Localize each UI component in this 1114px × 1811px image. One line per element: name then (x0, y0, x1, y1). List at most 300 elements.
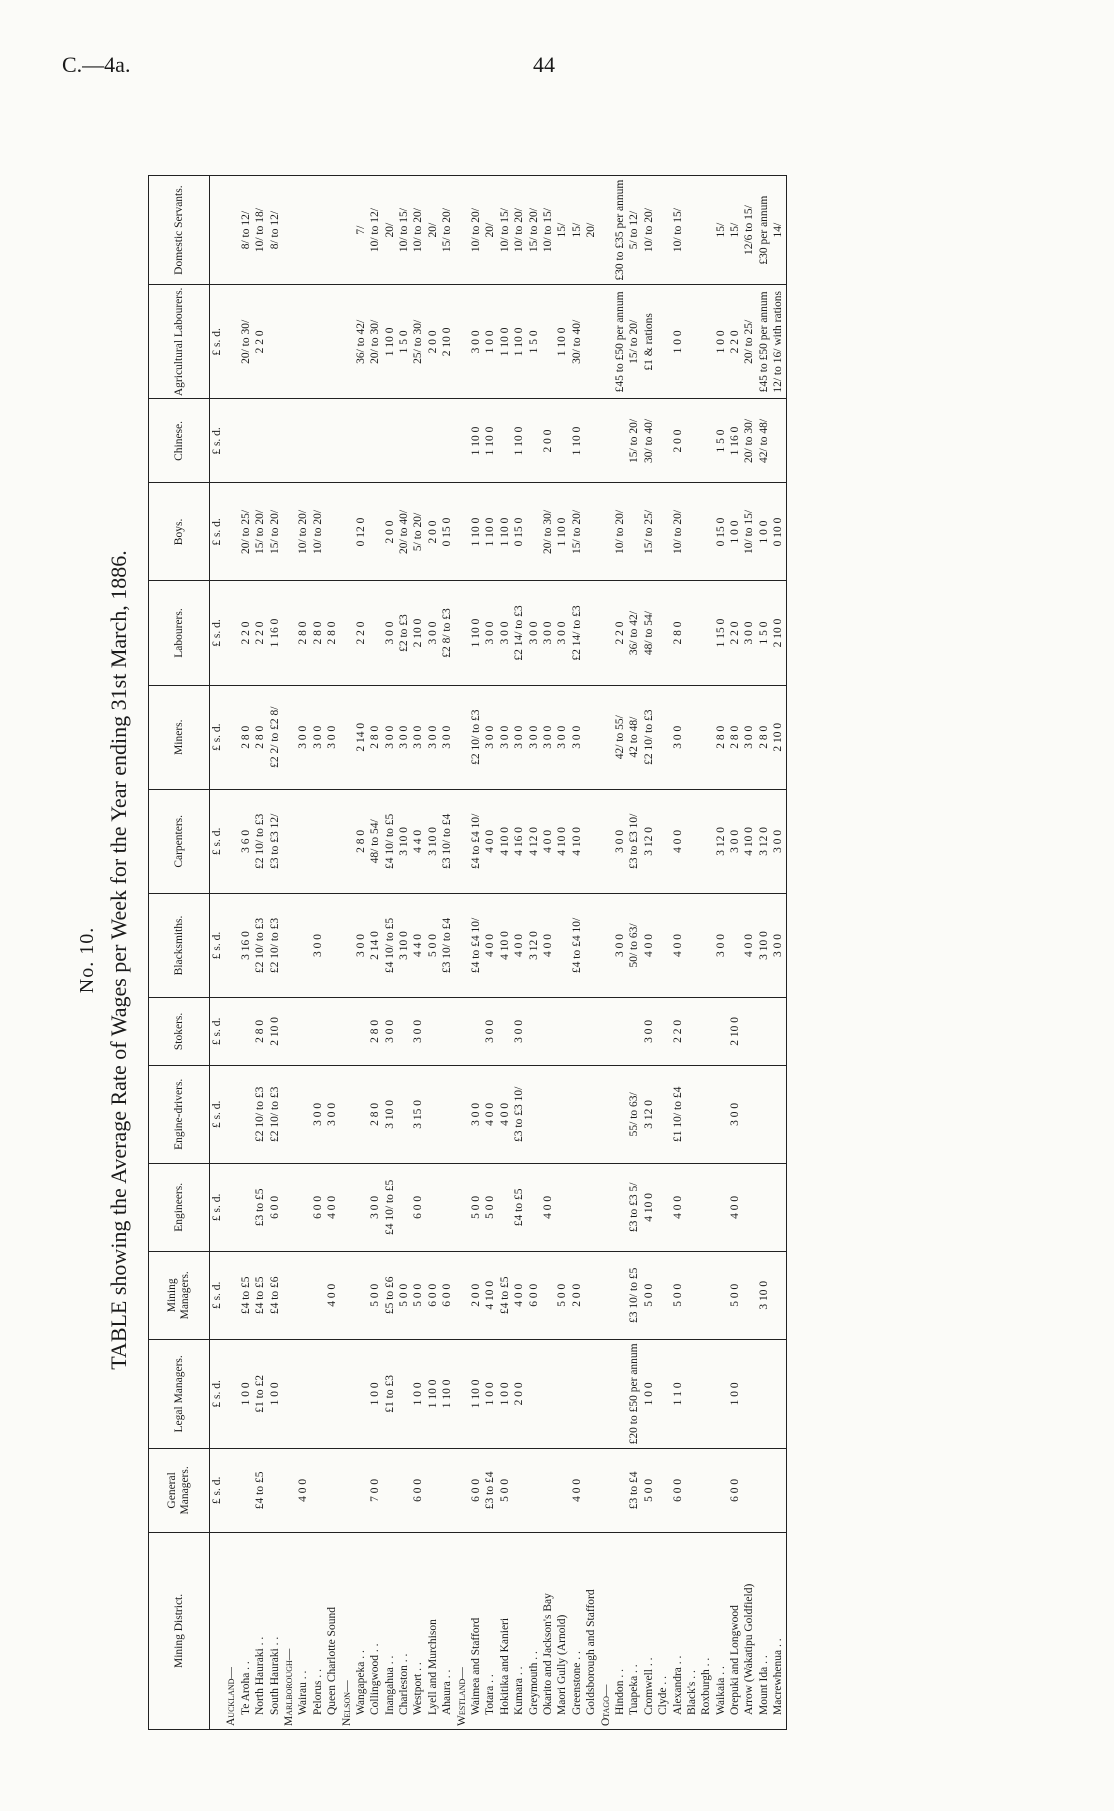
wage-cell: 5 0 0 (411, 1251, 425, 1339)
wage-cell: 20/ (483, 176, 497, 285)
wage-cell: £45 to £50 per annum (757, 285, 771, 399)
wage-cell (397, 1339, 411, 1448)
table-row (383, 176, 397, 1730)
wage-cell: 5 0 0 (397, 1251, 411, 1339)
table-row (541, 176, 555, 1730)
wage-cell (397, 1065, 411, 1163)
wage-cell (354, 1065, 368, 1163)
wage-cell: 4 10 0 (498, 789, 512, 893)
wage-cell: £3 to £3 5/ (627, 1163, 641, 1251)
wage-cell: 30/ to 40/ (570, 285, 584, 399)
wage-cell (656, 399, 670, 483)
wage-cell: 1 10 0 (498, 285, 512, 399)
wage-cell: £1 10/ to £4 (671, 1065, 685, 1163)
wage-cell: 1 10 0 (469, 581, 483, 685)
wage-cell (685, 176, 699, 285)
wage-cell: £2 10/ to £3 (469, 685, 483, 789)
wage-cell: 3 0 0 (613, 893, 627, 997)
wage-cell (685, 483, 699, 581)
column-header: Agricultural Labourers. (149, 285, 210, 399)
wage-cell (584, 399, 598, 483)
wage-cell: 2 14 0 (354, 685, 368, 789)
wage-cell (656, 483, 670, 581)
wage-cell (555, 1339, 569, 1448)
wage-cell: 1 10 0 (498, 483, 512, 581)
wage-cell: 2 10 0 (771, 581, 786, 685)
wage-cell: 5 0 0 (642, 1251, 656, 1339)
wage-cell (411, 399, 425, 483)
unit-cell: £ s. d. (210, 285, 225, 399)
wage-cell: 30/ to 40/ (642, 399, 656, 483)
table-row (368, 176, 382, 1730)
wage-cell: 2 8 0 (354, 789, 368, 893)
wage-cell: 0 15 0 (714, 483, 728, 581)
wage-cell (685, 399, 699, 483)
wage-cell: £3 to £3 10/ (512, 1065, 526, 1163)
wage-cell (541, 285, 555, 399)
column-header: Labourers. (149, 581, 210, 685)
wage-cell (426, 1065, 440, 1163)
wage-cell: 2 8 0 (368, 998, 382, 1066)
wage-cell: 10/ to 20/ (311, 483, 325, 581)
wage-cell: 3 0 0 (555, 685, 569, 789)
wage-cell (757, 1065, 771, 1163)
wage-cell (455, 1448, 469, 1532)
wage-cell: 4 0 0 (483, 789, 497, 893)
wage-cell (440, 1163, 454, 1251)
wage-cell: 4 0 0 (296, 1448, 310, 1532)
wage-cell: £1 & rations (642, 285, 656, 399)
table-number: No. 10. (76, 926, 98, 994)
wage-cell (527, 483, 541, 581)
district-cell: Charleston . . (397, 1532, 411, 1729)
wage-cell (340, 685, 354, 789)
wage-cell: 42/ to 48/ (757, 399, 771, 483)
wage-cell: 6 0 0 (311, 1163, 325, 1251)
wage-cell (656, 789, 670, 893)
wage-cell (541, 1251, 555, 1339)
wage-cell: 3 0 0 (354, 893, 368, 997)
wage-cell: 10/ to 20/ (642, 176, 656, 285)
wage-cell: 6 0 0 (411, 1448, 425, 1532)
wage-cell: 10/ to 15/ (671, 176, 685, 285)
wage-cell (685, 893, 699, 997)
wage-cell: £2 2/ to £2 8/ (268, 685, 282, 789)
wage-cell (224, 789, 238, 893)
wage-cell: 2 2 0 (613, 581, 627, 685)
wage-cell: 5 0 0 (483, 1163, 497, 1251)
column-header: Stokers. (149, 998, 210, 1066)
district-cell: Arrow (Wakatipu Goldfield) (742, 1532, 756, 1729)
wage-cell: 1 16 0 (268, 581, 282, 685)
wage-cell (311, 998, 325, 1066)
wage-cell: 2 2 0 (728, 285, 742, 399)
wage-cell (699, 998, 713, 1066)
wage-cell (325, 789, 339, 893)
unit-cell: £ s. d. (210, 1065, 225, 1163)
wages-table (148, 175, 787, 1730)
wage-cell (311, 285, 325, 399)
wage-cell (613, 1163, 627, 1251)
wage-cell: 3 0 0 (512, 685, 526, 789)
wage-cell: £4 to £6 (268, 1251, 282, 1339)
wage-cell (296, 998, 310, 1066)
wage-cell (584, 893, 598, 997)
wage-cell: 1 0 0 (483, 285, 497, 399)
wage-cell (368, 399, 382, 483)
wage-cell (757, 1339, 771, 1448)
wage-cell: 10/ to 12/ (368, 176, 382, 285)
wage-cell: 4 0 0 (728, 1163, 742, 1251)
wage-cell (555, 998, 569, 1066)
wage-cell (282, 399, 296, 483)
wage-cell (656, 285, 670, 399)
table-row (340, 176, 354, 1730)
table-row (685, 176, 699, 1730)
wage-cell (239, 399, 253, 483)
wage-cell (426, 1163, 440, 1251)
wage-cell: £4 to £5 (253, 1448, 267, 1532)
wage-cell: 20/ (383, 176, 397, 285)
wage-cell: 10/ to 18/ (253, 176, 267, 285)
wage-cell: 4 0 0 (671, 789, 685, 893)
wage-cell (325, 399, 339, 483)
wage-cell (584, 581, 598, 685)
wage-cell: 1 0 0 (239, 1339, 253, 1448)
wage-cell (584, 483, 598, 581)
wage-cell: 25/ to 30/ (411, 285, 425, 399)
wage-cell (771, 1448, 786, 1532)
wage-cell (757, 1163, 771, 1251)
wage-cell: 4 10 0 (483, 1251, 497, 1339)
wage-cell (296, 285, 310, 399)
table-row (325, 176, 339, 1730)
wage-cell (397, 998, 411, 1066)
wage-cell (498, 1163, 512, 1251)
wage-cell: 4 0 0 (325, 1163, 339, 1251)
wage-cell (224, 1339, 238, 1448)
wage-cell: 15/ to 20/ (570, 483, 584, 581)
wage-cell: 2 0 0 (541, 399, 555, 483)
wage-cell (455, 893, 469, 997)
wage-cell: 1 0 0 (368, 1339, 382, 1448)
wage-cell (685, 581, 699, 685)
wage-cell (771, 1339, 786, 1448)
table-row (527, 176, 541, 1730)
wage-cell: 0 12 0 (354, 483, 368, 581)
wage-cell: 2 2 0 (728, 581, 742, 685)
wage-cell (584, 1448, 598, 1532)
wage-cell (699, 1339, 713, 1448)
wage-cell (440, 399, 454, 483)
wage-cell: 5 0 0 (728, 1251, 742, 1339)
wage-cell: 3 12 0 (642, 789, 656, 893)
wage-cell: 6 0 0 (426, 1251, 440, 1339)
wage-cell (282, 789, 296, 893)
wage-cell (656, 1065, 670, 1163)
wage-cell: 8/ to 12/ (268, 176, 282, 285)
wage-cell (282, 1448, 296, 1532)
district-cell: Marlborough— (282, 1532, 296, 1729)
wage-cell: 1 0 0 (671, 285, 685, 399)
table-row (498, 176, 512, 1730)
wage-cell (757, 1448, 771, 1532)
wage-cell (699, 285, 713, 399)
wage-cell (455, 1065, 469, 1163)
wage-cell: 3 0 0 (498, 581, 512, 685)
wage-cell (527, 1065, 541, 1163)
wage-cell: £1 to £3 (383, 1339, 397, 1448)
wage-cell: 4 10 0 (742, 789, 756, 893)
wage-cell: 15/ to 25/ (642, 483, 656, 581)
wage-cell (685, 998, 699, 1066)
rotated-table-region (68, 170, 848, 1750)
wage-cell (685, 1448, 699, 1532)
wage-cell: 5 0 0 (671, 1251, 685, 1339)
wage-cell: 4 0 0 (541, 789, 555, 893)
wage-cell: 3 0 0 (426, 581, 440, 685)
wage-cell (742, 1065, 756, 1163)
wage-cell (656, 998, 670, 1066)
column-header: Mining District. (149, 1532, 210, 1729)
wage-cell: £3 to £3 12/ (268, 789, 282, 893)
wage-cell (455, 285, 469, 399)
table-row (282, 176, 296, 1730)
wage-cell: 10/ to 15/ (397, 176, 411, 285)
wage-cell (455, 1339, 469, 1448)
district-cell: Ahaura . . (440, 1532, 454, 1729)
wage-cell: 5/ to 20/ (411, 483, 425, 581)
wage-cell (584, 285, 598, 399)
wage-cell (296, 1251, 310, 1339)
wage-cell: 15/ to 20/ (527, 176, 541, 285)
wage-cell: 1 0 0 (728, 483, 742, 581)
wage-cell (570, 1163, 584, 1251)
wage-cell (685, 285, 699, 399)
wage-cell (570, 1065, 584, 1163)
wage-cell (325, 483, 339, 581)
column-header: Engine-drivers. (149, 1065, 210, 1163)
wage-cell: 15/ to 20/ (268, 483, 282, 581)
wage-cell (613, 1448, 627, 1532)
wage-cell: £4 to £5 (239, 1251, 253, 1339)
wage-cell (224, 483, 238, 581)
wage-cell: 20/ to 30/ (368, 285, 382, 399)
wage-cell (656, 1339, 670, 1448)
wage-cell (282, 998, 296, 1066)
wage-cell: 3 12 0 (757, 789, 771, 893)
wage-cell (340, 1339, 354, 1448)
column-header: Miners. (149, 685, 210, 789)
table-row (311, 176, 325, 1730)
unit-cell: £ s. d. (210, 998, 225, 1066)
wage-cell (282, 893, 296, 997)
wage-cell (368, 581, 382, 685)
wage-cell (311, 176, 325, 285)
wage-cell: 3 10 0 (383, 1065, 397, 1163)
wage-cell: 14/ (771, 176, 786, 285)
wage-cell (599, 483, 613, 581)
wage-cell (599, 581, 613, 685)
table-row (642, 176, 656, 1730)
unit-cell: £ s. d. (210, 483, 225, 581)
wage-cell: 10/ to 20/ (296, 483, 310, 581)
wage-cell (714, 998, 728, 1066)
wage-cell (584, 1251, 598, 1339)
table-row (771, 176, 786, 1730)
wage-cell: 3 0 0 (311, 1065, 325, 1163)
wage-cell (584, 1163, 598, 1251)
wage-cell (512, 1448, 526, 1532)
wage-cell (239, 1448, 253, 1532)
wage-cell (296, 1163, 310, 1251)
wage-cell: 3 12 0 (642, 1065, 656, 1163)
wage-cell: 15/ to 20/ (440, 176, 454, 285)
wage-cell (224, 998, 238, 1066)
wage-cell (527, 1339, 541, 1448)
wage-cell (699, 789, 713, 893)
wage-cell: 3 0 0 (570, 685, 584, 789)
unit-cell: £ s. d. (210, 893, 225, 997)
table-row (714, 176, 728, 1730)
wage-cell (699, 483, 713, 581)
wage-cell: 4 0 0 (498, 1065, 512, 1163)
district-cell: Inangahua . . (383, 1532, 397, 1729)
wage-cell (699, 893, 713, 997)
wage-cell: 4 0 0 (483, 893, 497, 997)
wage-cell (656, 176, 670, 285)
wage-cell: 3 0 0 (411, 685, 425, 789)
wage-cell: £30 per annum (757, 176, 771, 285)
wage-cell: 3 0 0 (383, 998, 397, 1066)
wage-cell (282, 1251, 296, 1339)
wage-cell: 20/ (584, 176, 598, 285)
wage-cell: 12/ to 16/ with rations (771, 285, 786, 399)
wage-cell: 15/ (714, 176, 728, 285)
wage-cell (325, 998, 339, 1066)
wage-cell: £2 14/ to £3 (512, 581, 526, 685)
wage-cell (584, 1065, 598, 1163)
wage-cell (340, 893, 354, 997)
table-row (268, 176, 282, 1730)
unit-cell: £ s. d. (210, 1163, 225, 1251)
wage-cell: 4 0 0 (512, 1251, 526, 1339)
wage-cell (224, 285, 238, 399)
unit-cell: £ s. d. (210, 789, 225, 893)
wage-cell (742, 1339, 756, 1448)
wage-cell (268, 1448, 282, 1532)
wage-cell: 6 0 0 (527, 1251, 541, 1339)
district-cell: Goldsborough and Stafford (584, 1532, 598, 1729)
wage-cell (296, 399, 310, 483)
wage-cell (239, 1065, 253, 1163)
table-row (426, 176, 440, 1730)
wage-cell: £2 10/ to £3 (253, 893, 267, 997)
table-row (627, 176, 641, 1730)
wage-cell (426, 998, 440, 1066)
wage-cell (699, 176, 713, 285)
wage-cell: 1 10 0 (512, 285, 526, 399)
wage-cell (555, 1065, 569, 1163)
wage-cell (613, 1065, 627, 1163)
wage-cell: £20 to £50 per annum (627, 1339, 641, 1448)
wage-cell: 1 0 0 (728, 1339, 742, 1448)
wage-cell (239, 1163, 253, 1251)
wage-cell (771, 1163, 786, 1251)
wage-cell: 2 0 0 (426, 285, 440, 399)
page-reference: C.—4a. (62, 52, 131, 77)
wage-cell (282, 685, 296, 789)
wage-cell (584, 998, 598, 1066)
wage-cell (455, 399, 469, 483)
wage-cell: 3 0 0 (771, 893, 786, 997)
wage-cell (282, 581, 296, 685)
wage-cell: 3 0 0 (440, 685, 454, 789)
wage-cell: 3 0 0 (383, 581, 397, 685)
wage-cell: 4 10 0 (555, 789, 569, 893)
wage-cell (656, 1163, 670, 1251)
wage-cell: 2 2 0 (253, 581, 267, 685)
wage-cell (340, 1065, 354, 1163)
wage-cell (699, 399, 713, 483)
wage-cell (354, 1251, 368, 1339)
wage-cell (771, 399, 786, 483)
wage-cell (311, 399, 325, 483)
column-header: Blacksmiths. (149, 893, 210, 997)
wage-cell: 6 0 0 (440, 1251, 454, 1339)
wage-cell (340, 176, 354, 285)
wage-cell: 3 0 0 (411, 998, 425, 1066)
wage-cell (354, 998, 368, 1066)
wage-cell: 1 10 0 (426, 1339, 440, 1448)
wage-cell: 4 10 0 (642, 1163, 656, 1251)
wage-cell: 4 0 0 (671, 1163, 685, 1251)
wage-cell: 3 0 0 (642, 998, 656, 1066)
wage-cell (224, 176, 238, 285)
wage-cell (426, 1448, 440, 1532)
wage-cell: 3 0 0 (325, 1065, 339, 1163)
wage-cell (742, 998, 756, 1066)
wage-cell (555, 893, 569, 997)
wage-cell: 1 10 0 (555, 483, 569, 581)
wage-cell: 3 0 0 (742, 685, 756, 789)
table-row (613, 176, 627, 1730)
wage-cell (527, 1163, 541, 1251)
table-row (555, 176, 569, 1730)
wage-cell: £2 10/ to £3 (642, 685, 656, 789)
wage-cell: £3 to £3 10/ (627, 789, 641, 893)
wage-cell: 42/ to 55/ (613, 685, 627, 789)
wage-cell: 3 16 0 (239, 893, 253, 997)
wage-cell: 2 8 0 (253, 998, 267, 1066)
wage-cell: £3 10/ to £5 (627, 1251, 641, 1339)
wage-cell: 15/ (555, 176, 569, 285)
wage-cell: £4 to £5 (498, 1251, 512, 1339)
wage-cell (613, 1339, 627, 1448)
wage-cell (340, 285, 354, 399)
wage-cell (742, 1448, 756, 1532)
wage-cell: 5 0 0 (469, 1163, 483, 1251)
wage-cell (455, 581, 469, 685)
wage-cell (599, 1065, 613, 1163)
wage-cell (368, 483, 382, 581)
wage-cell: 5 0 0 (426, 893, 440, 997)
wage-cell: 2 14 0 (368, 893, 382, 997)
wage-cell (742, 1251, 756, 1339)
wage-cell (296, 1065, 310, 1163)
wage-cell (282, 483, 296, 581)
wage-cell (714, 1339, 728, 1448)
